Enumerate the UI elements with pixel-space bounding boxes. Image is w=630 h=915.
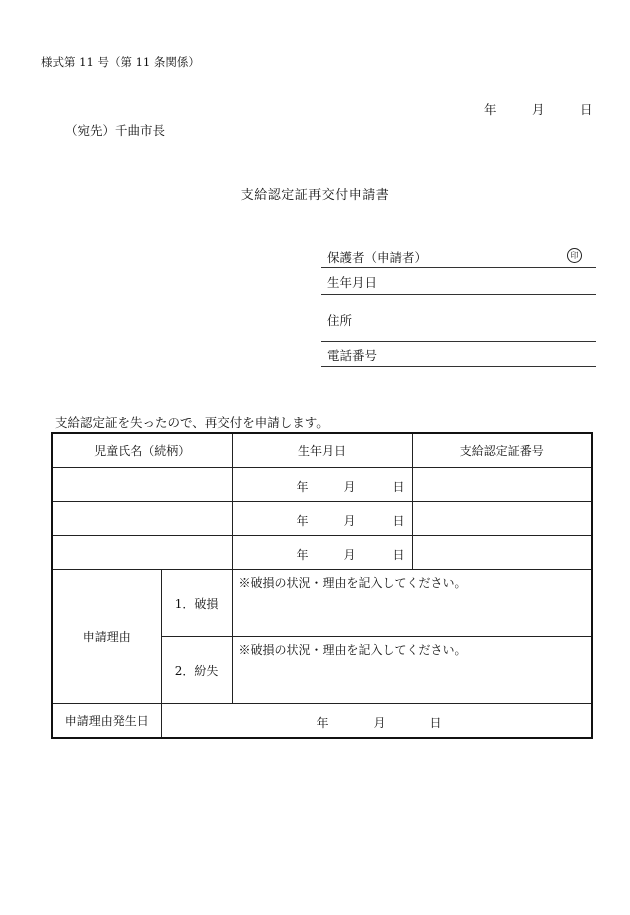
cell-month: 月 bbox=[343, 514, 356, 528]
document-title: 支給認定証再交付申請書 bbox=[240, 188, 390, 203]
child-birthdate-cell[interactable] bbox=[232, 536, 412, 570]
date-year: 年 bbox=[484, 102, 497, 117]
cell-month: 月 bbox=[343, 480, 356, 494]
table-row bbox=[52, 502, 592, 536]
reason-note-damage[interactable]: ※破損の状況・理由を記入してください。 bbox=[232, 570, 592, 637]
table-header-row bbox=[52, 433, 592, 468]
table-row bbox=[52, 536, 592, 570]
reason-option-damage[interactable]: 1．破損 bbox=[161, 570, 232, 637]
cell-month: 月 bbox=[343, 548, 356, 562]
cell-day: 日 bbox=[392, 548, 405, 562]
header-birthdate: 生年月日 bbox=[232, 433, 412, 468]
address-label: 住所 bbox=[327, 313, 353, 328]
certificate-number-cell[interactable] bbox=[412, 468, 592, 502]
phone-label: 電話番号 bbox=[327, 348, 378, 363]
reason-note-loss[interactable]: ※破損の状況・理由を記入してください。 bbox=[232, 637, 592, 704]
date-day: 日 bbox=[580, 102, 593, 117]
guardian-label: 保護者（申請者） bbox=[327, 250, 428, 265]
addressee: （宛先）千曲市長 bbox=[65, 123, 166, 138]
occurrence-date-cell[interactable] bbox=[161, 704, 592, 739]
child-name-cell[interactable] bbox=[52, 502, 232, 536]
occurrence-label: 申請理由発生日 bbox=[52, 704, 161, 739]
cell-day: 日 bbox=[392, 514, 405, 528]
application-table bbox=[51, 432, 593, 739]
submission-date bbox=[470, 100, 595, 116]
child-birthdate-cell[interactable] bbox=[232, 468, 412, 502]
cell-year: 年 bbox=[296, 480, 309, 494]
birthdate-label: 生年月日 bbox=[327, 275, 378, 290]
cell-year: 年 bbox=[296, 548, 309, 562]
child-birthdate-cell[interactable] bbox=[232, 502, 412, 536]
cell-year: 年 bbox=[316, 716, 329, 730]
table-row bbox=[52, 468, 592, 502]
child-name-cell[interactable] bbox=[52, 468, 232, 502]
phone-row[interactable] bbox=[321, 342, 596, 367]
applicant-block bbox=[321, 243, 596, 367]
cell-month: 月 bbox=[373, 716, 386, 730]
address-row[interactable] bbox=[321, 295, 596, 342]
birthdate-row[interactable] bbox=[321, 268, 596, 295]
cell-day: 日 bbox=[392, 480, 405, 494]
child-name-cell[interactable] bbox=[52, 536, 232, 570]
seal-mark: 印 bbox=[567, 248, 582, 263]
cell-day: 日 bbox=[429, 716, 442, 730]
guardian-row[interactable] bbox=[321, 243, 596, 268]
header-child-name: 児童氏名（続柄） bbox=[52, 433, 232, 468]
certificate-number-cell[interactable] bbox=[412, 536, 592, 570]
certificate-number-cell[interactable] bbox=[412, 502, 592, 536]
cell-year: 年 bbox=[296, 514, 309, 528]
form-number: 様式第 11 号（第 11 条関係） bbox=[41, 55, 200, 69]
header-certificate-number: 支給認定証番号 bbox=[412, 433, 592, 468]
date-month: 月 bbox=[532, 102, 545, 117]
reason-option-loss[interactable]: 2．紛失 bbox=[161, 637, 232, 704]
reason-label: 申請理由 bbox=[52, 570, 161, 704]
lead-text: 支給認定証を失ったので、再交付を申請します。 bbox=[55, 415, 329, 430]
reason-row-damage bbox=[52, 570, 592, 637]
occurrence-row bbox=[52, 704, 592, 739]
